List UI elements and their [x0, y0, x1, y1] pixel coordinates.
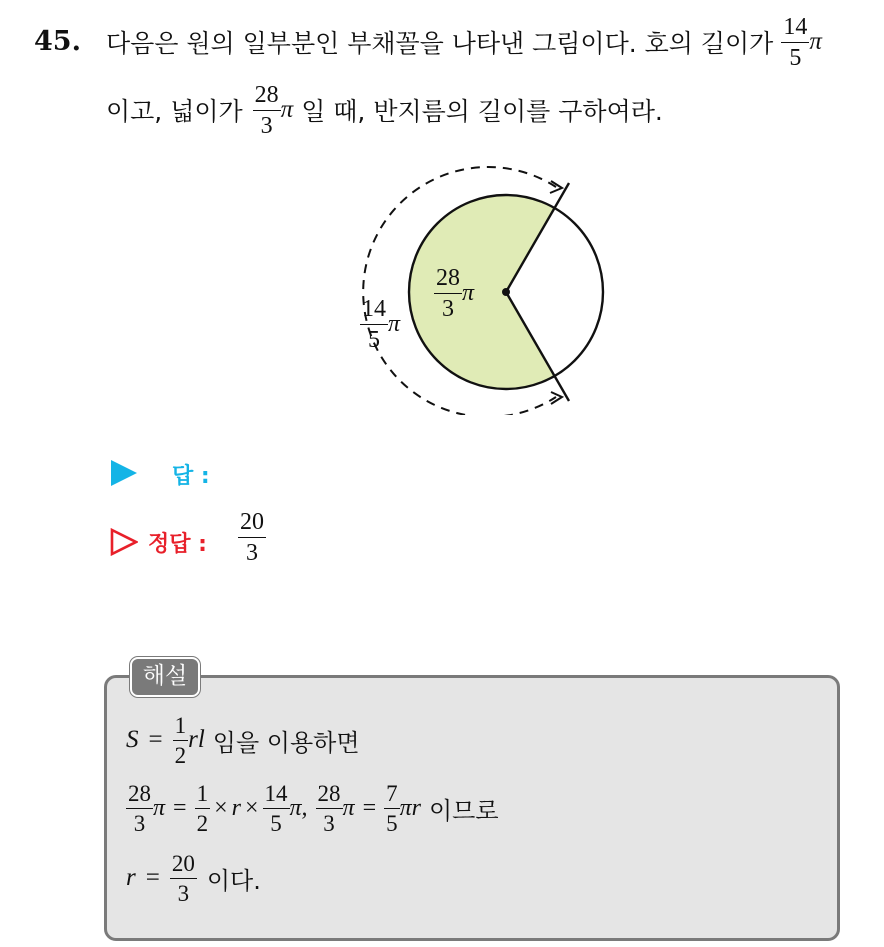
solution-line-1: [126, 710, 360, 770]
sol3-r: r: [126, 864, 136, 891]
sol2-pi-2: π: [342, 794, 355, 821]
sol1-half-den: 2: [174, 742, 187, 768]
sol1-text: 임을 이용하면: [212, 728, 360, 757]
correct-arrow-icon: [110, 528, 138, 556]
sol3-num: 20: [170, 852, 197, 879]
solution-tag: 해설: [130, 657, 200, 697]
sol1-S: S: [126, 726, 139, 753]
sol2-half-den: 2: [196, 810, 209, 836]
sol2-b-num: 14: [263, 782, 290, 809]
sol2-eq-2: =: [362, 794, 377, 821]
sol2-half: [195, 782, 211, 835]
correct-answer-numerator: 20: [238, 510, 266, 538]
sol2-pi-comma: π,: [289, 794, 308, 821]
sol2-times-2: ×: [244, 794, 259, 821]
sol3-text: 이다.: [206, 866, 261, 895]
sol2-b: [263, 782, 290, 835]
sol2-half-num: 1: [195, 782, 211, 809]
problem-text-2b: 일 때, 반지름의 길이를 구하여라.: [301, 97, 663, 126]
sol1-eq: =: [148, 726, 163, 753]
sol3-eq: =: [145, 864, 160, 891]
figure-area-label: [434, 266, 474, 321]
figure-arc-denominator: 5: [368, 327, 380, 353]
sol3-den: 3: [177, 880, 190, 906]
sol2-pi: π: [153, 794, 166, 821]
figure-area-denominator: 3: [442, 296, 454, 322]
problem-line-2: [106, 80, 663, 140]
area-numerator: 28: [253, 83, 281, 111]
sol2-s: [384, 782, 400, 835]
sol2-a-den: 3: [133, 810, 146, 836]
problem-number: 45.: [34, 26, 81, 57]
area-fraction: [253, 83, 281, 138]
figure-arc-pi: π: [388, 311, 401, 337]
arc-length-numerator: 14: [781, 15, 809, 43]
solution-line-3: [126, 848, 261, 908]
sector-figure: [340, 165, 640, 415]
sol2-c-den: 3: [323, 810, 335, 836]
sol2-text: 이므로: [429, 796, 499, 825]
answer-arrow-icon: [110, 459, 138, 487]
correct-answer-label: 정답 :: [148, 532, 207, 557]
sol3-frac: [170, 852, 197, 905]
solution-line-2: [126, 778, 499, 838]
arc-length-fraction: [781, 15, 809, 70]
arc-length-denominator: 5: [789, 44, 802, 71]
sol2-b-den: 5: [270, 810, 282, 836]
sol2-eq: =: [173, 794, 187, 821]
sol2-times-1: ×: [214, 794, 228, 821]
problem-line-1: [106, 12, 822, 72]
sol1-rl: rl: [188, 726, 205, 753]
figure-area-numerator: 28: [434, 266, 462, 294]
sol2-s-den: 5: [386, 810, 398, 836]
sol2-pir: πr: [399, 794, 421, 821]
figure-area-fraction: [434, 266, 462, 321]
problem-text-2a: 이고, 넓이가: [106, 97, 243, 126]
sol2-s-num: 7: [384, 782, 400, 809]
figure-arc-label: [360, 297, 400, 352]
sol1-half-num: 1: [173, 714, 189, 741]
sol2-a: [126, 782, 153, 835]
sector-fill: [409, 195, 555, 389]
sol2-r: r: [231, 794, 241, 821]
center-point: [502, 288, 510, 296]
arc-pi: π: [809, 28, 822, 55]
figure-arc-fraction: [360, 297, 388, 352]
problem-text-1: 다음은 원의 일부분인 부채꼴을 나타낸 그림이다. 호의 길이가: [106, 29, 774, 58]
area-pi: π: [280, 96, 294, 123]
figure-area-pi: π: [462, 280, 475, 306]
correct-answer-fraction: [238, 510, 266, 565]
sol2-a-num: 28: [126, 782, 153, 809]
answer-label: 답 :: [172, 464, 210, 489]
area-denominator: 3: [260, 112, 273, 139]
correct-answer-denominator: 3: [246, 540, 258, 566]
sol1-half: [173, 714, 189, 767]
sol2-c-num: 28: [316, 782, 343, 809]
sol2-c: [316, 782, 343, 835]
correct-answer-value: [238, 510, 266, 565]
figure-arc-numerator: 14: [360, 297, 388, 325]
